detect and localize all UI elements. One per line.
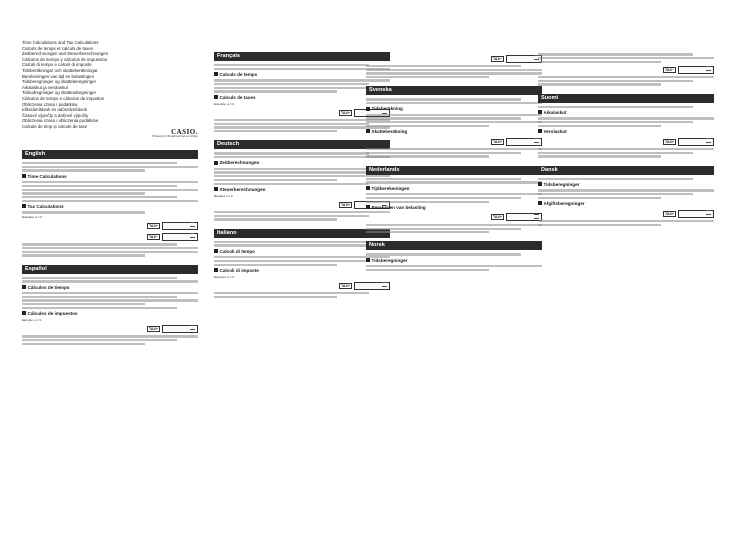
casio-logo: CASIO. — [171, 127, 198, 136]
section-deutsch: Deutsch — [214, 140, 390, 149]
display-example — [22, 232, 198, 241]
subhead-sv-tax: Skatteberäkning — [366, 129, 542, 135]
display-example — [538, 65, 714, 74]
subhead-no-time: Tidsberegninger — [366, 258, 542, 264]
lcd-display — [162, 222, 198, 230]
printed-in: Printed in China/Imprimé en Chine — [152, 133, 198, 138]
lcd-display — [162, 233, 198, 241]
display-example — [22, 221, 198, 230]
tax-plus-key: TAX+ — [148, 326, 158, 331]
lcd-display — [354, 282, 390, 290]
tax-minus-key: TAX− — [492, 56, 502, 61]
cover-titles — [22, 40, 198, 130]
cover-title: Időszámítások és adószámítások — [22, 107, 87, 113]
section-svenska: Svenska — [366, 86, 542, 95]
subhead-en-time: Time Calculations — [22, 174, 198, 180]
display-example — [214, 200, 390, 209]
subhead-fr-time: Calculs de temps — [214, 72, 390, 78]
tax-plus-key: TAX+ — [664, 139, 674, 144]
display-example — [22, 324, 198, 333]
subhead-it-tax: Calcoli di imposte — [214, 268, 390, 274]
cover-title: Zeitberechnungen und Steuerberechnungen — [22, 51, 109, 57]
example-fr: Exemple: a = b — [214, 101, 235, 106]
tax-minus-key: TAX− — [148, 234, 158, 239]
column-3 — [366, 52, 542, 273]
cover-title: Calcoli di tempo e calcoli di imposte — [22, 62, 92, 68]
subhead-fi-time: Aikalaskut — [538, 110, 714, 116]
cover-title: Časové výpočty a daňové výpočty — [22, 112, 89, 118]
cover-title: Calculs de temps et calculs de taxes — [22, 45, 94, 51]
subhead-en-tax: Tax Calculations — [22, 204, 198, 210]
example-it: Esempio: a = b — [214, 274, 235, 279]
cover-title: Tidsudregninger og skatteudregninger — [22, 90, 97, 96]
cover-title: Calcule de timp și calcule de taxe — [22, 123, 88, 129]
tax-plus-key: TAX+ — [148, 223, 158, 228]
subhead-fi-tax: Verolaskut — [538, 129, 714, 135]
display-example — [214, 108, 390, 117]
lcd-display — [506, 138, 542, 146]
cover-title: Tidsberäkningar och skatteberäkningar — [22, 67, 98, 73]
tax-plus-key: TAX+ — [340, 202, 350, 207]
cover-title: Cálculos de tiempo y cálculos de impuestos — [22, 56, 108, 62]
lcd-display — [506, 213, 542, 221]
tax-plus-key: TAX+ — [340, 110, 350, 115]
subhead-es-time: Cálculos de tiempo — [22, 285, 198, 291]
column-2 — [214, 52, 390, 300]
tax-plus-key: TAX+ — [492, 215, 502, 220]
tax-minus-key: TAX− — [664, 67, 674, 72]
subhead-nl-tax: Berekenen van belasting — [366, 205, 542, 211]
cover-title: Cálculos de tempo e cálculos de impostos — [22, 95, 105, 101]
cover-title: Aikalaskut ja verolaskut — [22, 84, 68, 90]
section-suomi: Suomi — [538, 94, 714, 103]
tax-plus-key: TAX+ — [492, 139, 502, 144]
subhead-da-time: Tidsberegninger — [538, 182, 714, 188]
lcd-display — [678, 210, 714, 218]
section-english: English — [22, 150, 198, 159]
section-espanol: Español — [22, 265, 198, 274]
lcd-display — [678, 66, 714, 74]
display-example — [366, 54, 542, 63]
display-example — [366, 137, 542, 146]
example-de: Beispiel: a = b — [214, 193, 233, 198]
cover-title: Time Calculations and Tax Calculations — [22, 40, 99, 45]
subhead-de-time: Zeitberechnungen — [214, 160, 390, 166]
lcd-display — [678, 138, 714, 146]
example-es: Ejemplo: a = b — [22, 318, 42, 323]
lcd-display — [506, 55, 542, 63]
cover-title: Obliczenia czasu i obliczenia podatków — [22, 118, 99, 124]
subhead-fr-tax: Calculs de taxes — [214, 95, 390, 101]
column-1 — [22, 40, 198, 346]
section-nederlands: Nederlands — [366, 166, 542, 175]
tax-plus-key: TAX+ — [664, 211, 674, 216]
tax-plus-key: TAX+ — [340, 283, 350, 288]
display-example — [538, 209, 714, 218]
display-example — [214, 281, 390, 290]
subhead-sv-time: Tidsberäkning — [366, 106, 542, 112]
example-en: Example: a = b — [22, 214, 43, 219]
cover-title: Berekeningen van tijd en belastingen — [22, 73, 95, 79]
subhead-it-time: Calcoli di tempo — [214, 249, 390, 255]
display-example — [366, 213, 542, 222]
cover-title: Obliczenia czasu i podatków — [22, 101, 78, 107]
display-example — [538, 137, 714, 146]
subhead-nl-time: Tijdberekeningen — [366, 186, 542, 192]
lcd-display — [162, 325, 198, 333]
subhead-de-tax: Steuerberechnungen — [214, 187, 390, 193]
cover-title: Tidsberegninger og skatteberegninger — [22, 79, 97, 85]
section-francais: Français — [214, 52, 390, 61]
section-italiano: Italiano — [214, 229, 390, 238]
subhead-da-tax: Afgiftsberegninger — [538, 201, 714, 207]
subhead-es-tax: Cálculos de impuestos — [22, 311, 198, 317]
column-4 — [538, 52, 714, 228]
section-norsk: Norsk — [366, 241, 542, 250]
section-dansk: Dansk — [538, 166, 714, 175]
